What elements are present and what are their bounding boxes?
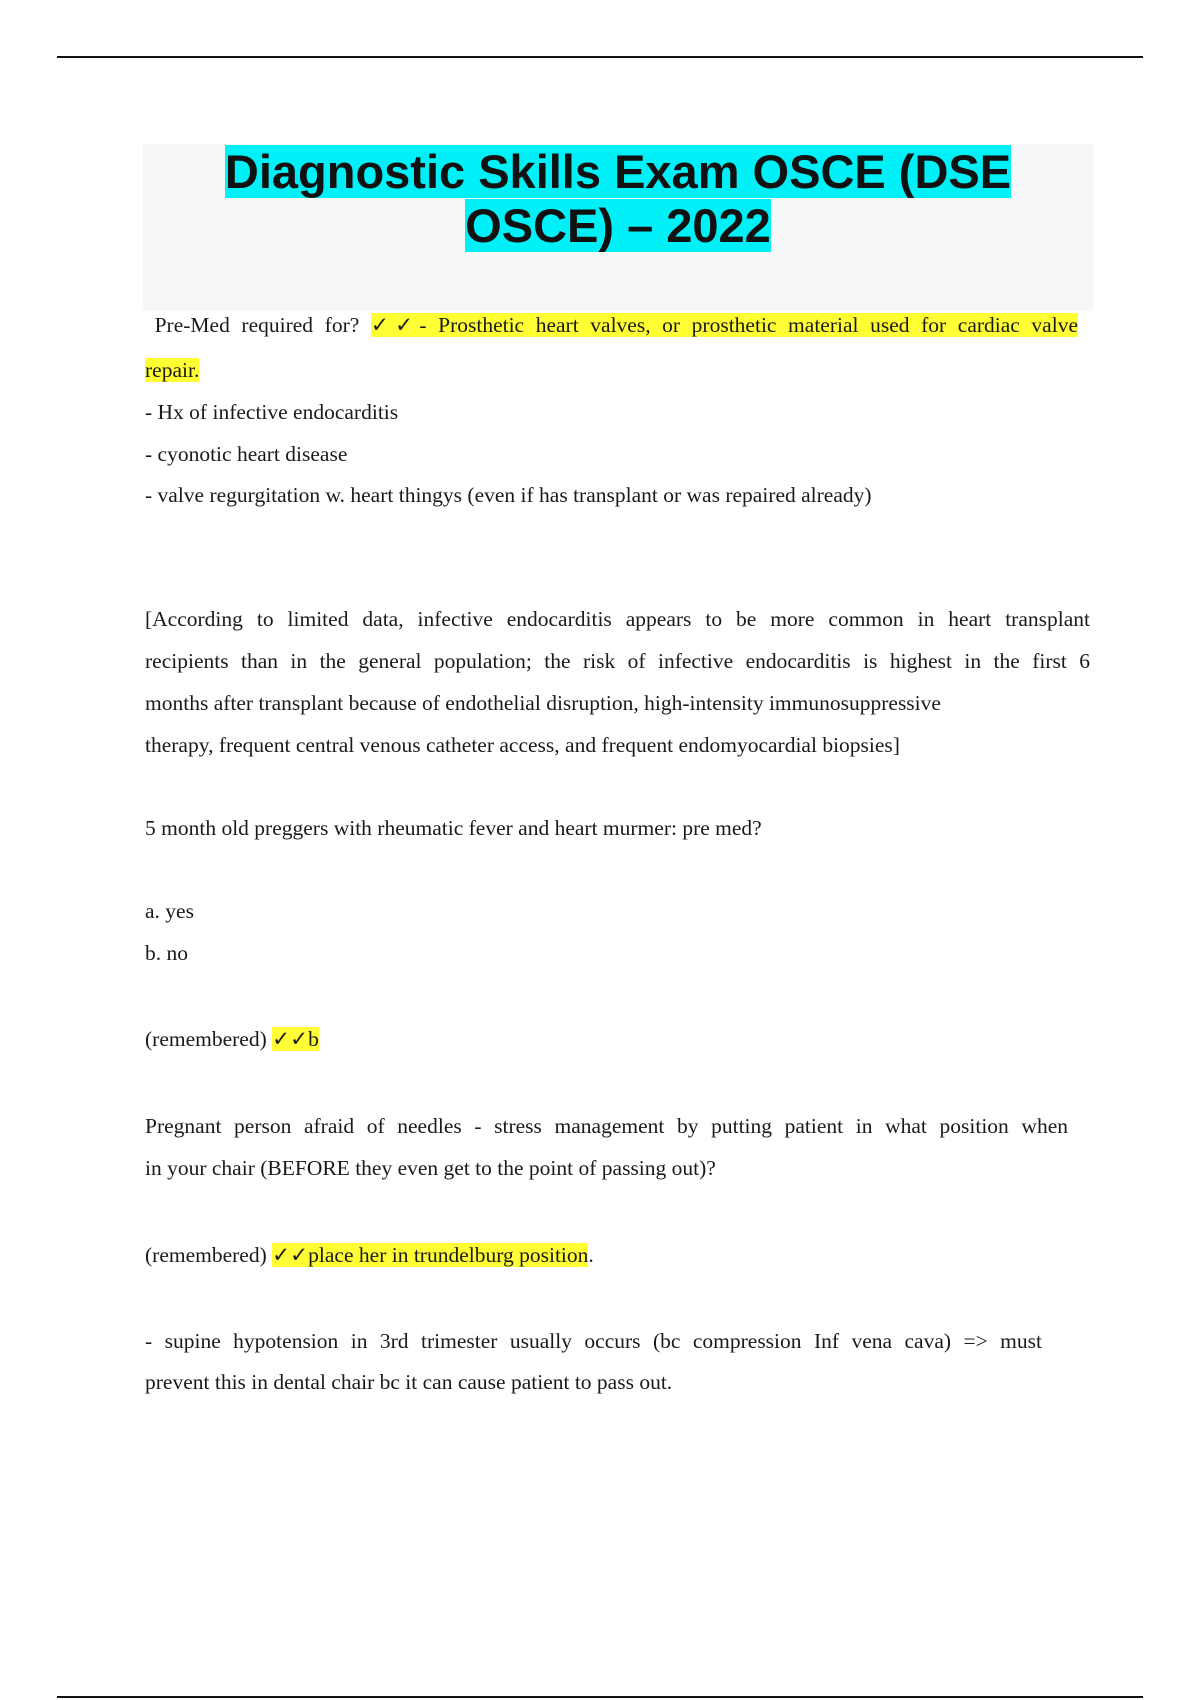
title-line-2: OSCE) – 2022 [465, 199, 771, 252]
document-title [143, 144, 1093, 253]
q3-answer-suffix: . [588, 1243, 594, 1267]
q3-answer: ✓✓place her in trundelburg position [272, 1243, 589, 1267]
q2-answer: ✓✓b [272, 1027, 319, 1051]
q1-bullet-2: - cyonotic heart disease [145, 442, 348, 466]
q1-line-2 [145, 355, 199, 385]
q3-answer-line [145, 1240, 594, 1270]
q3-explanation-line-2: prevent this in dental chair bc it can cause patient to pass out. [145, 1370, 673, 1394]
note-line-3: months after transplant because of endothelial disruption, high-intensity immunosuppressive [145, 691, 941, 715]
q2-answer-prefix: (remembered) [145, 1027, 273, 1051]
title-line-1: Diagnostic Skills Exam OSCE (DSE [224, 145, 1012, 198]
q1-bullet-3: - valve regurgitation w. heart thingys (even if has transplant or was repaired already) [145, 483, 872, 507]
q1-answer-line-2: repair. [145, 358, 200, 382]
title-block [143, 144, 1093, 311]
q3-question-line-1: Pregnant person afraid of needles - stress management by putting patient in what position when [145, 1114, 1068, 1138]
q1-answer-line-1: ✓✓- Prosthetic heart valves, or prosthetic material used for cardiac valve [370, 313, 1078, 337]
q1-bullet-1: - Hx of infective endocarditis [145, 400, 399, 424]
q2-answer-line [145, 1024, 319, 1054]
q3-question-line-2: in your chair (BEFORE they even get to the point of passing out)? [145, 1156, 716, 1180]
q2-option-a: a. yes [145, 899, 194, 923]
q2-question: 5 month old preggers with rheumatic fever and heart murmer: pre med? [145, 816, 762, 840]
q2-option-b: b. no [145, 941, 188, 965]
bottom-rule [57, 1696, 1143, 1698]
q3-answer-prefix: (remembered) [145, 1243, 273, 1267]
q3-explanation-line-1: - supine hypotension in 3rd trimester usually occurs (bc compression Inf vena cava) => must [145, 1329, 1042, 1353]
note-line-1: [According to limited data, infective endocarditis appears to be more common in heart transplant [145, 607, 1090, 631]
q1-line-1 [145, 310, 1078, 340]
note-line-4: therapy, frequent central venous catheter access, and frequent endomyocardial biopsies] [145, 733, 900, 757]
note-line-2: recipients than in the general population; the risk of infective endocarditis is highest in the first 6 [145, 649, 1090, 673]
q1-question: Pre-Med required for? [143, 313, 371, 337]
top-rule [57, 56, 1143, 58]
